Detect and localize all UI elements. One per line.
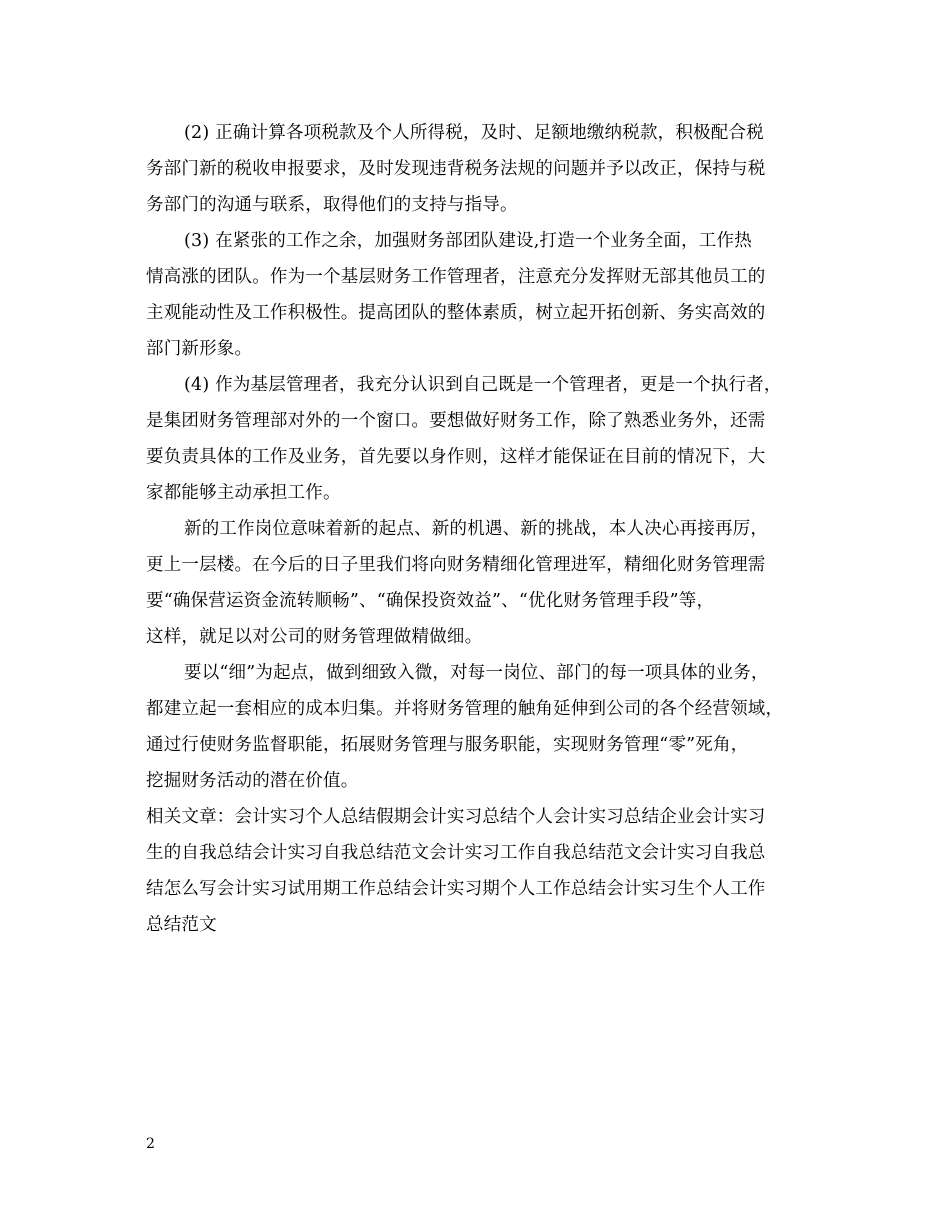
paragraph-3-line-4: 部门新形象。 xyxy=(146,339,253,359)
paragraph-6-line-2: 都建立起一套相应的成本归集。并将财务管理的触角延伸到公司的各个经营领域， xyxy=(146,699,784,719)
paragraph-4-line-1: (4) 作为基层管理者，我充分认识到自己既是一个管理者，更是一个执行者， xyxy=(184,375,782,395)
paragraph-2-line-2: 务部门新的税收申报要求，及时发现违背税务法规的问题并予以改正，保持与税 xyxy=(146,159,766,179)
paragraph-5-line-4: 这样，就足以对公司的财务管理做精做细。 xyxy=(146,627,483,647)
paragraph-5-line-3: 要“确保营运资金流转顺畅”、“确保投资效益”、“优化财务管理手段”等， xyxy=(146,591,715,611)
related-articles-line-4: 总结范文 xyxy=(146,915,217,935)
related-articles-line-1: 相关文章：会计实习个人总结假期会计实习总结个人会计实习总结企业会计实习 xyxy=(146,807,766,827)
paragraph-3-line-3: 主观能动性及工作积极性。提高团队的整体素质，树立起开拓创新、务实高效的 xyxy=(146,303,766,323)
related-articles-line-3: 结怎么写会计实习试用期工作总结会计实习期个人工作总结会计实习生个人工作 xyxy=(146,879,766,899)
page-number: 2 xyxy=(146,1136,155,1152)
paragraph-2-line-1: (2) 正确计算各项税款及个人所得税，及时、足额地缴纳税款，积极配合税 xyxy=(184,123,764,143)
paragraph-5-line-1: 新的工作岗位意味着新的起点、新的机遇、新的挑战，本人决心再接再厉， xyxy=(184,519,769,539)
paragraph-6-line-3: 通过行使财务监督职能，拓展财务管理与服务职能，实现财务管理“零”死角， xyxy=(146,735,749,755)
paragraph-5-line-2: 更上一层楼。在今后的日子里我们将向财务精细化管理进军，精细化财务管理需 xyxy=(146,555,766,575)
paragraph-4-line-2: 是集团财务管理部对外的一个窗口。要想做好财务工作，除了熟悉业务外，还需 xyxy=(146,411,766,431)
related-articles-line-2: 生的自我总结会计实习自我总结范文会计实习工作自我总结范文会计实习自我总 xyxy=(146,843,766,863)
paragraph-6-line-1: 要以“细”为起点，做到细致入微，对每一岗位、部门的每一项具体的业务， xyxy=(184,663,769,683)
paragraph-3-line-2: 情高涨的团队。作为一个基层财务工作管理者，注意充分发挥财无部其他员工的 xyxy=(146,267,766,287)
paragraph-2-line-3: 务部门的沟通与联系，取得他们的支持与指导。 xyxy=(146,195,518,215)
paragraph-4-line-4: 家都能够主动承担工作。 xyxy=(146,483,341,503)
paragraph-3-line-1: (3) 在紧张的工作之余，加强财务部团队建设,打造一个业务全面，工作热 xyxy=(184,231,752,251)
paragraph-4-line-3: 要负责具体的工作及业务，首先要以身作则，这样才能保证在目前的情况下，大 xyxy=(146,447,766,467)
paragraph-6-line-4: 挖掘财务活动的潜在价值。 xyxy=(146,771,359,791)
